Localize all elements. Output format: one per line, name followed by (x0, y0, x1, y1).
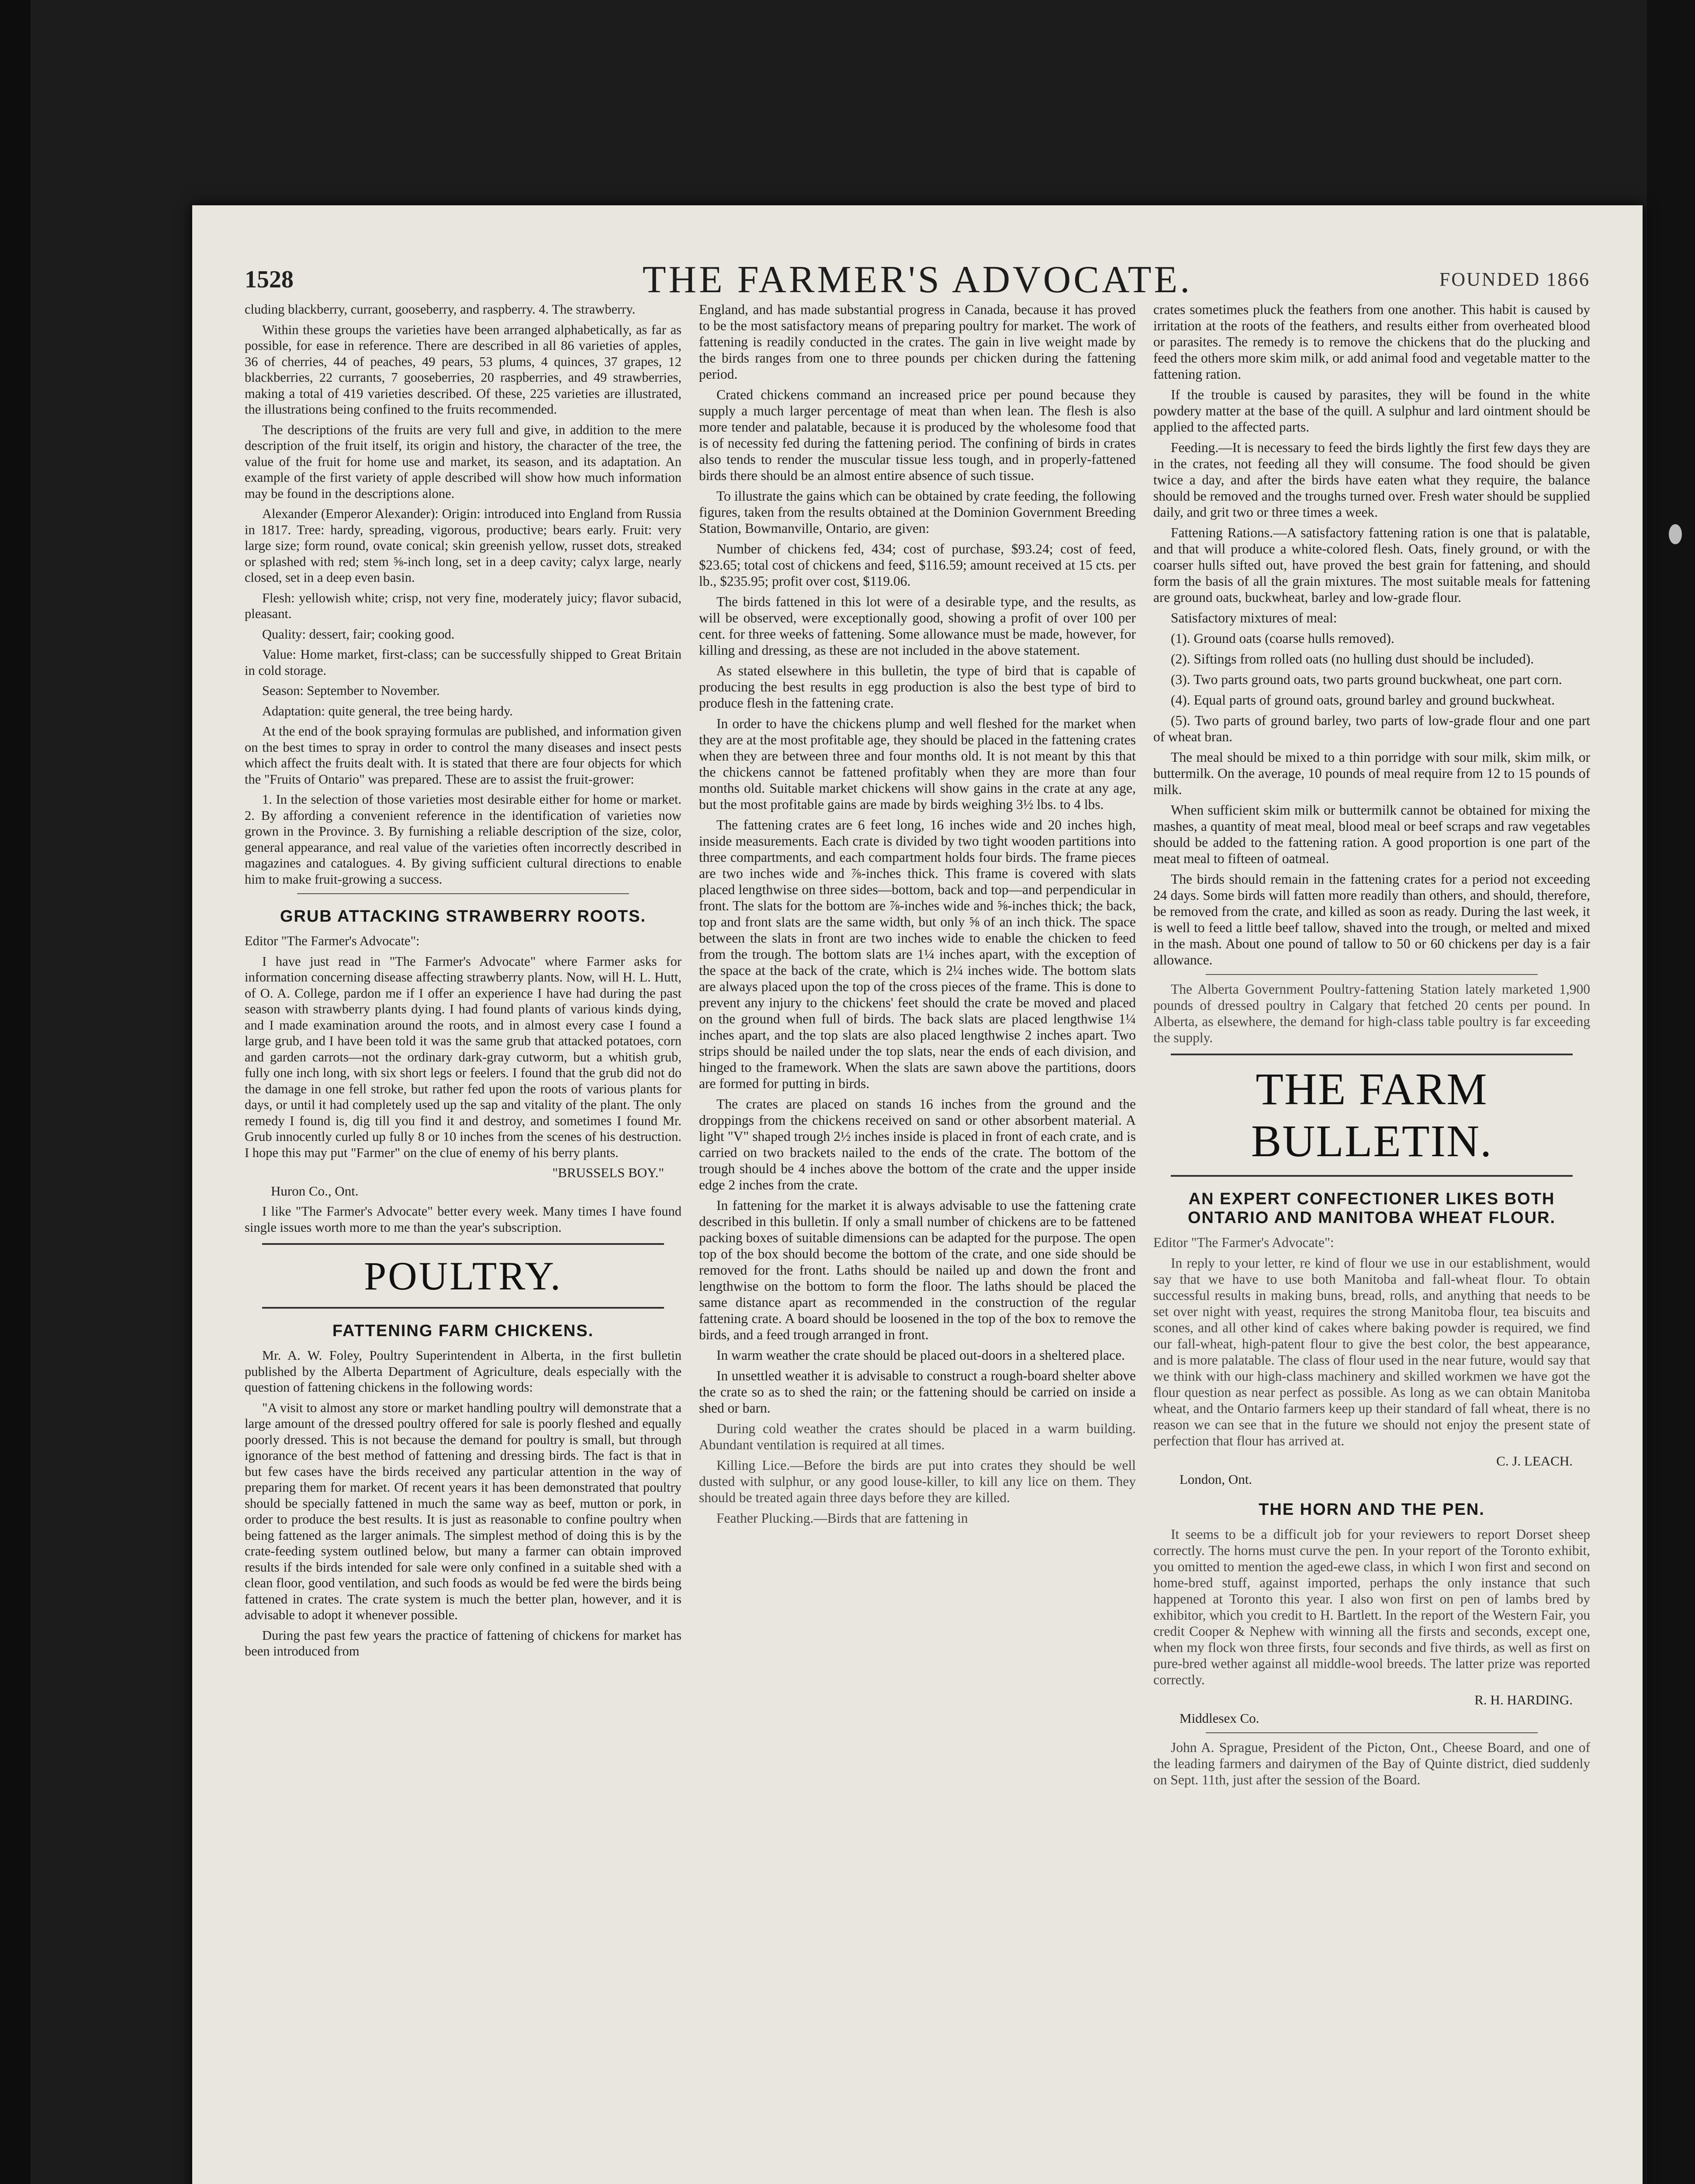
article-paragraph: During cold weather the crates should be placed in a warm building. Abundant ventilation is required at all times. (699, 1421, 1136, 1452)
article-paragraph: I like "The Farmer's Advocate" better every week. Many times I have found single issues worth more to me than the year's subscription. (245, 1204, 681, 1235)
article-heading: GRUB ATTACKING STRAWBERRY ROOTS. (280, 907, 647, 926)
divider (262, 1243, 664, 1245)
article-paragraph: Crated chickens command an increased price per pound because they supply a much larger percentage of meat than when lean. The flesh is also more tender and palatable, because it is produced by the wholesome food that is of necessity fed during the fattening period. The confining of birds in crates also tends to render the muscular tissue less tough, and in properly-fattened birds there should be an almost entire absence of such tissue. (699, 387, 1136, 483)
article-paragraph: When sufficient skim milk or buttermilk cannot be obtained for mixing the mashes, a quantity of meat meal, blood meal or beef scraps and raw vegetables should be added to the fattening ration. A good proportion is one part of the meat meal to fifteen of oatmeal. (1153, 802, 1590, 866)
article-paragraph: In fattening for the market it is always advisable to use the fattening crate described in this bulletin. If only a small number of chickens are to be fattened packing boxes of suitable dimensions can be adapted for the purpose. The open top of the box should become the bottom of the crate, and one side should be removed for the front. Laths should be nailed up and down the front and lengthwise on the bottom to form the floor. The laths should be placed the same distance apart as recommended in the construction of the regular fattening crate. A board should be loosened in the top of the box to remove the birds, and a feed trough arranged in front. (699, 1198, 1136, 1342)
article-paragraph: If the trouble is caused by parasites, they will be found in the white powdery matter at the base of the quill. A sulphur and lard ointment should be applied to the affected parts. (1153, 387, 1590, 435)
article-paragraph: Killing Lice.—Before the birds are put into crates they should be well dusted with sulphur, or any good louse-killer, to kill any lice on them. They should be treated again three days before they are killed. (699, 1458, 1136, 1505)
section-banner: POULTRY. (364, 1254, 562, 1298)
article-paragraph: Satisfactory mixtures of meal: (1171, 610, 1337, 625)
list-item: (5). Two parts of ground barley, two parts of low-grade flour and one part of wheat bran. (1153, 713, 1590, 744)
section-banner: THE FARM BULLETIN. (1251, 1064, 1493, 1166)
column-2 (699, 301, 1136, 1531)
article-heading: FATTENING FARM CHICKENS. (332, 1322, 594, 1340)
newspaper-page (192, 205, 1643, 2184)
article-paragraph: cluding blackberry, currant, gooseberry, and raspberry. 4. The strawberry. (245, 302, 636, 317)
article-paragraph: In warm weather the crate should be placed out-doors in a sheltered place. (716, 1348, 1125, 1363)
article-paragraph: crates sometimes pluck the feathers from one another. This habit is caused by irritation at the roots of the feathers, and results either from overheated blood or parasites. The remedy is to remove the chickens that do the plucking and feed the others more skim milk, or add animal food and vegetable matter to the fattening ration. (1153, 302, 1590, 382)
article-paragraph: Flesh: yellowish white; crisp, not very fine, moderately juicy; flavor subacid, pleasant. (245, 590, 681, 621)
divider (262, 1307, 664, 1309)
article-paragraph: At the end of the book spraying formulas are published, and information given on the best times to spray in order to control the many diseases and insect pests which affect the fruits dealt with. It is stated that there are four objects for which the "Fruits of Ontario" was prepared. These are to assist the fruit-grower: (245, 724, 681, 787)
letter-body: In reply to your letter, re kind of flour we use in our establishment, would say that we have to use both Manitoba and fall-wheat flour. To obtain successful results in making buns, bread, rolls, and anything that needs to be set over night with yeast, requires the strong Manitoba flour, tea biscuits and scones, and all other kind of cakes where baking powder is required, we find our fall-wheat, high-patent flour to give the best color, the best appearance, and is more palatable. The class of flour used in the near future, would say that we think with our high-class machinery and skilled workmen we have got the flour question as near perfect as possible. As long as we can obtain Manitoba wheat, and the Ontario farmers keep up their standard of fall wheat, there is no reason we can see that in the future we should not enjoy the present state of perfection that flour has arrived at. (1153, 1255, 1590, 1448)
divider (1171, 1175, 1573, 1177)
masthead-title: THE FARMER'S ADVOCATE. (642, 259, 1193, 301)
scan-artifact-icon (1669, 524, 1682, 544)
article-paragraph: The Alberta Government Poultry-fattening Station lately marketed 1,900 pounds of dressed poultry in Calgary that fetched 20 cents per pound. In Alberta, as elsewhere, the demand for high-class table poultry is far exceeding the supply. (1153, 981, 1590, 1045)
list-item: (4). Equal parts of ground oats, ground barley and ground buckwheat. (1171, 692, 1555, 708)
article-paragraph: Alexander (Emperor Alexander): Origin: introduced into England from Russia in 1817. Tree: hardy, spreading, vigorous, productive; bears early. Fruit: very large size; form round, ovate conical; skin greenish yellow, russet dots, streaked or splashed with red; stem ⅝-inch long, set in a deep cavity; calyx large, nearly closed, set in a deep even basin. (245, 506, 681, 585)
letter-location: London, Ont. (1180, 1472, 1252, 1487)
article-paragraph: Mr. A. W. Foley, Poultry Superintendent in Alberta, in the first bulletin published by the Alberta Department of Agriculture, deals especially with the question of fattening chickens in the following words: (245, 1348, 681, 1395)
article-paragraph: "A visit to almost any store or market handling poultry will demonstrate that a large amount of the dressed poultry offered for sale is poorly fleshed and equally poorly dressed. This is not because the demand for poultry is small, but through ignorance of the best method of fattening and dressing birds. The fact is that in but few cases have the birds received any particular attention in the way of preparing them for market. Of recent years it has been demonstrated that poultry should be specially fattened in much the same way as beef, mutton or pork, in order to produce the best results. It is just as reasonable to confine poultry when being fattened as the larger animals. The simplest method of doing this is by the crate-feeding system outlined below, but many a farmer can obtain improved results if the birds intended for sale were only confined in a suitable shed with a clean floor, good ventilation, and such foods as would be fed were the birds being fattened in crates. The crate system is much the better plan, however, and it is advisable to adopt it whenever possible. (245, 1400, 681, 1622)
column-3 (1153, 301, 1590, 1792)
column-1 (245, 301, 681, 1664)
article-paragraph: The meal should be mixed to a thin porridge with sour milk, skim milk, or buttermilk. On the average, 10 pounds of meal require from 12 to 15 pounds of milk. (1153, 750, 1590, 797)
list-item: (2). Siftings from rolled oats (no hulling dust should be included). (1171, 651, 1534, 667)
article-paragraph: John A. Sprague, President of the Picton, Ont., Cheese Board, and one of the leading farmers and dairymen of the Bay of Quinte district, died suddenly on Sept. 11th, just after the session of the Board. (1153, 1740, 1590, 1787)
founded-label: FOUNDED 1866 (1439, 269, 1590, 290)
article-paragraph: The fattening crates are 6 feet long, 16 inches wide and 20 inches high, inside measurements. Each crate is divided by two tight wooden partitions into three compartments, and each compartment holds four birds. The frame pieces are two inches wide and ⅞-inches thick. This frame is covered with slats placed lengthwise on three sides—bottom, back and top—and perpendicular in front. The slats for the bottom are ⅞-inches wide and ⅝-inches thick; the back, top and front slats are the same width, but only ⅝ of an inch thick. The space between the slats in front are two inches wide to enable the chicken to feed from the trough. The bottom slats are 1¼ inches apart, with the exception of the space at the back of the crate, which is 2¼ inches wide. The bottom slats are always placed upon the top of the cross pieces of the frame. This is done to prevent any injury to the chickens' feet should the crate be moved and placed on the ground when full of birds. The back slats are placed lengthwise 1¼ inches apart, and the top slats are also placed lengthwise 2 inches apart. Two strips should be nailed under the top slats, near the ends of each division, and hinged to the framework. When the slats are sawn above the partitions, doors are formed for putting in birds. (699, 817, 1136, 1091)
article-paragraph: During the past few years the practice of fattening of chickens for market has been introduced from (245, 1628, 681, 1659)
film-border-right (1647, 0, 1695, 2184)
article-paragraph: In order to have the chickens plump and well fleshed for the market when they are at the most profitable age, they should be placed in the fattening crates when they are between three and four months old. It is not meant by this that the chickens cannot be fattened profitably when they are more than four months old. Suitable market chickens will show gains in the crate at any age, but the most profitable gains are made by birds weighing 3½ lbs. to 4 lbs. (699, 716, 1136, 812)
article-paragraph: Within these groups the varieties have been arranged alphabetically, as far as possible, for ease in reference. There are described in all 86 varieties of apples, 36 of cherries, 44 of peaches, 49 pears, 53 plums, 4 quinces, 37 grapes, 12 blackberries, 22 currants, 7 gooseberries, 20 raspberries, and 49 strawberries, making a total of 419 varieties described. Of these, 225 varieties are illustrated, the illustrations being confined to the fruits recommended. (245, 322, 681, 417)
article-paragraph: The birds fattened in this lot were of a desirable type, and the results, as will be observed, were exceptionally good, showing a profit of over 100 per cent. for three weeks of fattening. Some allowance must be made, however, for killing and dressing, as these are not included in the above statement. (699, 594, 1136, 658)
article-heading: AN EXPERT CONFECTIONER LIKES BOTH ONTARIO AND MANITOBA WHEAT FLOUR. (1187, 1190, 1556, 1227)
article-paragraph: As stated elsewhere in this bulletin, the type of bird that is capable of producing the best results in egg production is also the best type of bird to produce flesh in the fattening crate. (699, 663, 1136, 711)
article-paragraph: The crates are placed on stands 16 inches from the ground and the droppings from the chickens received on sand or other absorbent material. A light "V" shaped trough 2½ inches inside is placed in front of each crate, and is carried on two brackets nailed to the ends of the crate. The bottom of the trough should be 4 inches above the bottom of the crate and the upper inside edge 2 inches from the crate. (699, 1096, 1136, 1192)
article-paragraph: Adaptation: quite general, the tree being hardy. (262, 703, 513, 719)
article-paragraph: The descriptions of the fruits are very full and give, in addition to the mere description of the fruit itself, its origin and history, the character of the tree, the value of the fruit for home use and market, its season, and its adaptation. An example of the first variety of apple described will show how much information may be found in the descriptions alone. (245, 422, 681, 501)
divider (297, 893, 629, 894)
editor-salutation: Editor "The Farmer's Advocate": (245, 933, 420, 948)
film-border-left (0, 0, 31, 2184)
article-paragraph: Value: Home market, first-class; can be successfully shipped to Great Britain in cold storage. (245, 647, 681, 678)
article-paragraph: In unsettled weather it is advisable to construct a rough-board shelter above the crate so as to shed the rain; or the fattening should be carried on inside a shed or barn. (699, 1368, 1136, 1416)
divider (1206, 974, 1538, 975)
letter-location: Middlesex Co. (1180, 1711, 1259, 1726)
article-paragraph: Quality: dessert, fair; cooking good. (262, 626, 455, 642)
letter-body: It seems to be a difficult job for your reviewers to report Dorset sheep correctly. The horns must curve the pen. In your report of the Toronto exhibit, you omitted to mention the aged-ewe class, in which I won first and second on home-bred stuff, against imported, perhaps the only instance that such happened at Toronto this year. I also won first on pen of lambs bred by exhibitor, which you credit to H. Bartlett. In the report of the Western Fair, you credit Cooper & Nephew with winning all the firsts and seconds, except one, when my flock won three firsts, four seconds and five thirds, as well as first on pure-bred wether against all middle-wool breeds. The latter prize was reported correctly. (1153, 1527, 1590, 1687)
list-item: (3). Two parts ground oats, two parts ground buckwheat, one part corn. (1171, 672, 1562, 687)
letter-signature: R. H. HARDING. (1474, 1692, 1573, 1707)
article-paragraph: England, and has made substantial progress in Canada, because it has proved to be the most satisfactory means of preparing poultry for market. The work of fattening is readily conducted in the crates. The gain in live weight made by the birds ranges from one to three pounds per chicken during the fattening period. (699, 302, 1136, 382)
letter-signature: C. J. LEACH. (1496, 1453, 1573, 1469)
letter-location: Huron Co., Ont. (271, 1183, 359, 1199)
letter-signature: "BRUSSELS BOY." (552, 1165, 664, 1180)
letter-body: I have just read in "The Farmer's Advocate" where Farmer asks for information concerning disease affecting strawberry plants. Now, will H. L. Hutt, of O. A. College, pardon me if I offer an experience I have had during the past season with strawberry plants dying. I had found plants of various kinds dying, and I made examination around the roots, and in almost every case I found a large grub, and I have been told it was the same grub that attacked potatoes, corn and garden carrots—not the ordinary dark-gray cutworm, but a whitish grub, fully one inch long, with six short legs or feelers. I found that the grub did not do the damage in one fell stroke, but rather fed upon the roots of various plants for days, or until it had completely used up the sap and vitality of the plant. The only remedy I found is, dig till you find it and destroy, and sometimes I found Mr. Grub innocently curled up fully 8 or 10 inches from the scenes of his destruction. I hope this may put "Farmer" on the clue of enemy of his berry plants. (245, 954, 681, 1160)
list-item: (1). Ground oats (coarse hulls removed). (1171, 631, 1394, 646)
article-paragraph: To illustrate the gains which can be obtained by crate feeding, the following figures, taken from the results obtained at the Dominion Government Breeding Station, Bowmanville, Ontario, are given: (699, 488, 1136, 536)
editor-salutation: Editor "The Farmer's Advocate": (1153, 1235, 1334, 1250)
page-number: 1528 (245, 266, 294, 293)
article-paragraph: The birds should remain in the fattening crates for a period not exceeding 24 days. Some birds will fatten more readily than others, and should, therefore, be removed from the crate, and killed as soon as ready. During the last week, it is well to feed a little beef tallow, shaved into the trough, or melted and mixed in the mash. About one pound of tallow to 50 or 60 chickens per day is a fair allowance. (1153, 871, 1590, 968)
article-paragraph: Fattening Rations.—A satisfactory fattening ration is one that is palatable, and that will produce a white-colored flesh. Oats, finely ground, or with the coarser hulls sifted out, have proved the best grain for fattening, and should form the basis of all the grain mixtures. The most suitable meals for fattening are ground oats, buckwheat, barley and low-grade flour. (1153, 525, 1590, 605)
article-paragraph: Feather Plucking.—Birds that are fattening in (716, 1510, 968, 1526)
article-paragraph: Number of chickens fed, 434; cost of purchase, $93.24; cost of feed, $23.65; total cost of chickens and feed, $116.59; amount received at 15 cts. per lb., $235.95; profit over cost, $119.06. (699, 541, 1136, 589)
divider (1206, 1732, 1538, 1733)
article-paragraph: 1. In the selection of those varieties most desirable either for home or market. 2. By affording a convenient reference in the identification of varieties now grown in the Province. 3. By furnishing a reliable description of the size, color, general appearance, and real value of the varieties often incorrectly described in magazines and catalogues. 4. By giving sufficient cultural directions to enable him to make fruit-growing a success. (245, 792, 681, 887)
article-heading: THE HORN AND THE PEN. (1259, 1500, 1485, 1519)
article-paragraph: Feeding.—It is necessary to feed the birds lightly the first few days they are in the crates, not feeding all they will consume. The food should be given twice a day, and after the birds have eaten what they require, the balance should be removed and the troughs turned over. Fresh water should be supplied daily, and grit two or three times a week. (1153, 440, 1590, 520)
divider (1171, 1054, 1573, 1055)
article-paragraph: Season: September to November. (262, 683, 440, 698)
